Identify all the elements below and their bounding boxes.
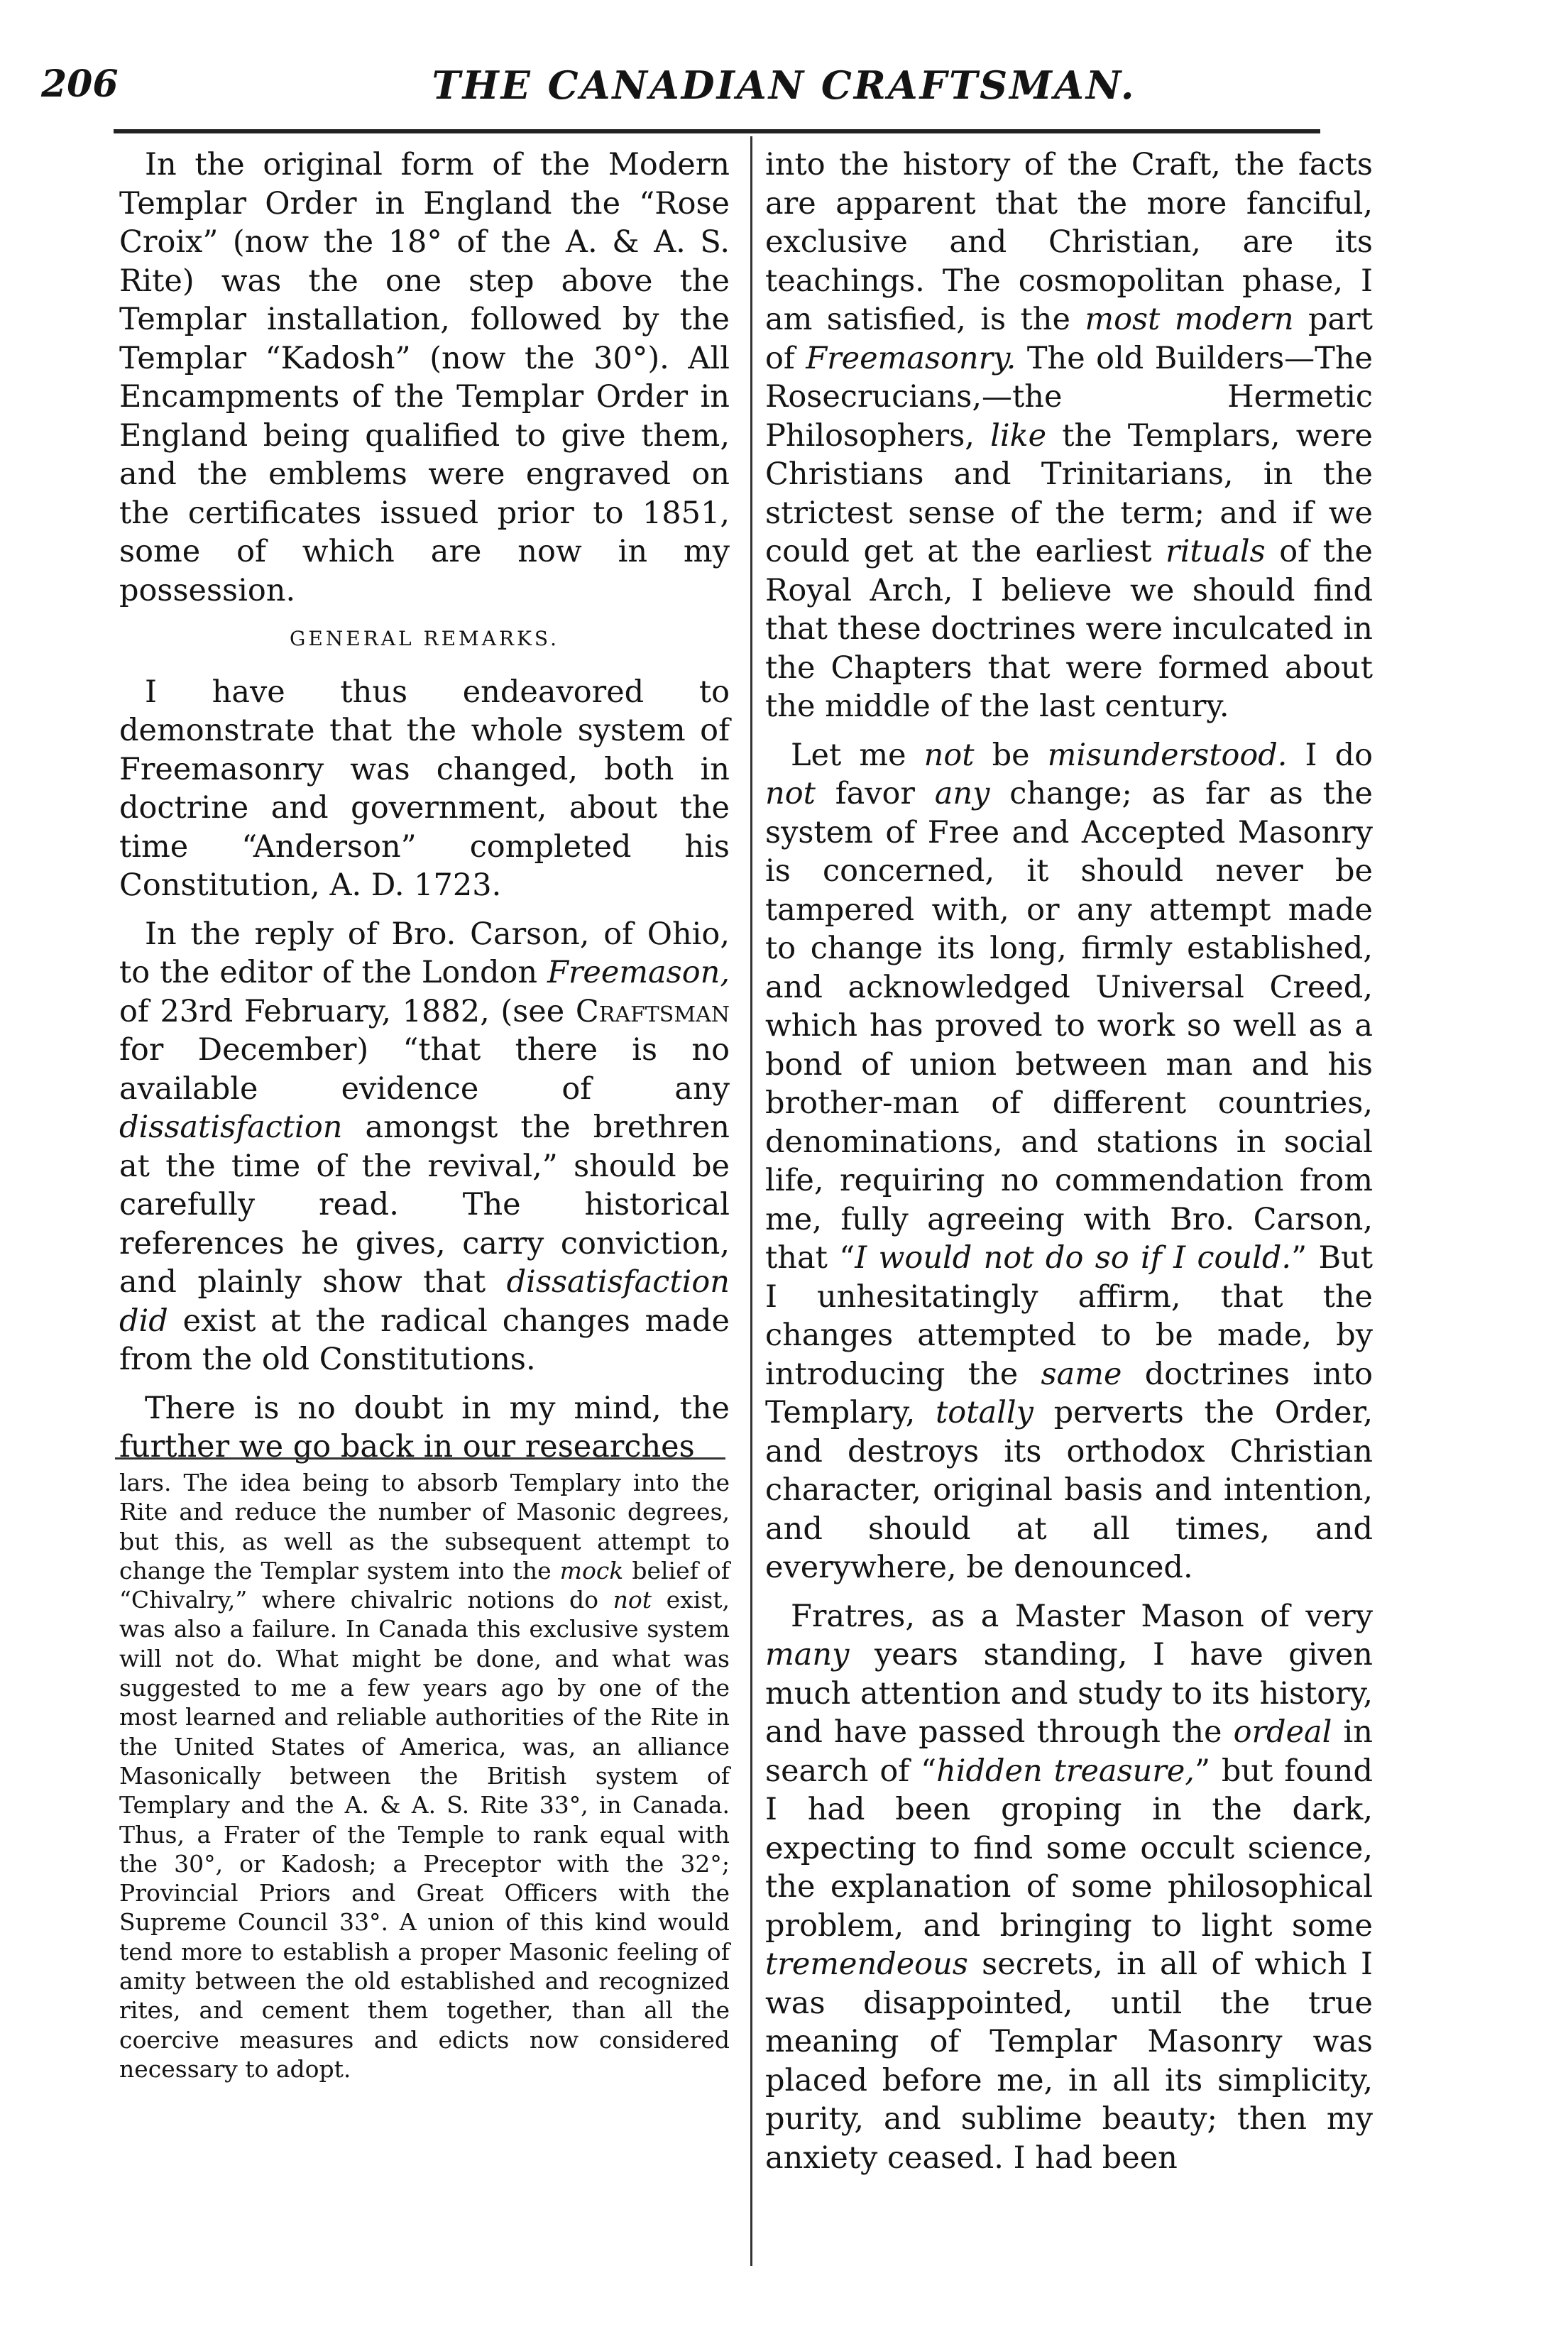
left-paragraph-4: There is no doubt in my mind, the further we go back in our researches xyxy=(119,1390,730,1464)
header-rule xyxy=(114,129,1320,133)
right-paragraph-2: Let me not be misunderstood. I do not favor any change; as far as the system of Free and Accepted Masonry is concerned, it should never be tampered with, or any attempt made to change its long, firmly established, and acknowledged Universal Creed, which has proved to work so well as a bond of union between man and his brother-man of different countries, denominations, and stations in social life, requiring no commendation from me, fully agreeing with Bro. Carson, that “I would not do so if I could.” But I unhesitatingly affirm, that the changes attempted to be made, by introducing the same doctrines into Templary, totally perverts the Order, and destroys its orthodox Christian character, original basis and intention, and should at all times, and everywhere, be denounced. xyxy=(765,737,1374,1585)
left-paragraph-2: I have thus endeavored to demonstrate that the whole system of Freemasonry was changed, both in doctrine and government, about the time “Anderson” completed his Constitution, A. D. 1723. xyxy=(119,674,730,903)
footnote-text: lars. The idea being to absorb Templary into the Rite and reduce the number of Masonic degrees, but this, as well as the subsequent attempt to change the Templar system into the mock belief of “Chivalry,” where chivalric notions do not exist, was also a failure. In Canada this exclusive system will not do. What might be done, and what was suggested to me a few years ago by one of the most learned and reliable authorities of the Rite in the United States of America, was, an alliance Masonically between the British system of Templary and the A. & A. S. Rite 33°, in Canada. Thus, a Frater of the Temple to rank equal with the 30°, or Kadosh; a Preceptor with the 32°; Provincial Priors and Great Officers with the Supreme Council 33°. A union of this kind would tend more to establish a proper Masonic feeling of amity between the old established and recognized rites, and cement them together, than all the coercive measures and edicts now considered necessary to adopt. xyxy=(119,1469,730,2083)
running-title: THE CANADIAN CRAFTSMAN. xyxy=(432,62,1136,108)
page-number: 206 xyxy=(41,62,119,106)
right-paragraph-3: Fratres, as a Master Mason of very many years standing, I have given much attention and study to its history, and have passed through the ordeal in search of “hidden treasure,” but found I had been groping in the dark, expecting to find some occult science, the explanation of some philosophical problem, and bringing to light some tremendeous secrets, in all of which I was disappointed, until the true meaning of Templar Masonry was placed before me, in all its simplicity, purity, and sublime beauty; then my anxiety ceased. I had been xyxy=(765,1598,1373,2176)
right-paragraph-1: into the history of the Craft, the facts are apparent that the more fanciful, exclusive and Christian, are its teachings. The cosmopolitan phase, I am satisfied, is the most modern part of Freemasonry. The old Builders—The Rosecrucians,—the Hermetic Philosophers, like the Templars, were Christians and Trinitarians, in the strictest sense of the term; and if we could get at the earliest rituals of the Royal Arch, I believe we should find that these doctrines were inculcated in the Chapters that were formed about the middle of the last century. xyxy=(765,147,1374,724)
column-divider xyxy=(750,136,752,2266)
left-column xyxy=(119,146,730,1464)
footnote xyxy=(119,1468,730,2284)
left-paragraph-3: In the reply of Bro. Carson, of Ohio, to the editor of the London Freemason, of 23rd February, 1882, (see Craftsman for December) “that there is no available evidence of any dissatisfaction amongst the brethren at the time of the revival,” should be carefully read. The historical references he gives, carry conviction, and plainly show that dissatisfaction did exist at the radical changes made from the old Constitutions. xyxy=(119,916,730,1377)
footnote-rule xyxy=(115,1457,725,1460)
left-paragraph-1: In the original form of the Modern Templar Order in England the “Rose Croix” (now the 18° of the A. & A. S. Rite) was the one step above the Templar installation, followed by the Templar “Kadosh” (now the 30°). All Encampments of the Templar Order in England being qualified to give them, and the emblems were engraved on the certificates issued prior to 1851, some of which are now in my possession. xyxy=(119,147,730,608)
right-column xyxy=(765,146,1373,2304)
section-heading: GENERAL REMARKS. xyxy=(289,627,560,650)
